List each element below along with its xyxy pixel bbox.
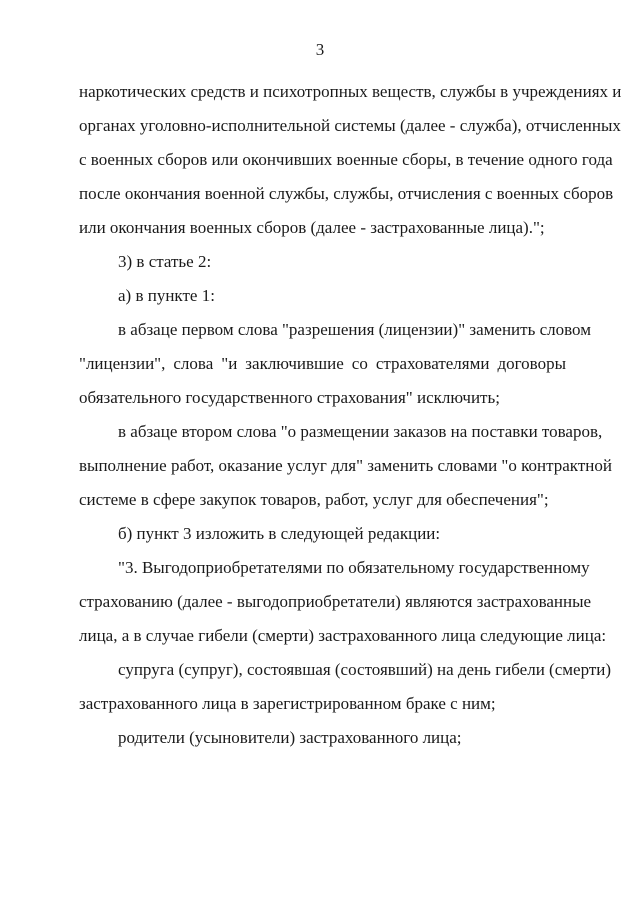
document-body: [79, 75, 622, 755]
text-line: наркотических средств и психотропных веществ, службы в учреждениях и: [79, 82, 622, 101]
paragraph-parents: родители (усыновители) застрахованного лица;: [118, 728, 462, 747]
text-line: "3. Выгодоприобретателями по обязательному государственному: [118, 558, 590, 577]
text-line: лица, а в случае гибели (смерти) застрахованного лица следующие лица:: [79, 626, 607, 645]
text-line: обязательного государственного страхования" исключить;: [79, 388, 500, 407]
text-line: после окончания военной службы, службы, отчисления с военных сборов: [79, 184, 614, 203]
text-line: с военных сборов или окончивших военные сборы, в течение одного года: [79, 150, 613, 169]
heading-clause-3: б) пункт 3 изложить в следующей редакции:: [118, 524, 441, 543]
heading-clause-1: а) в пункте 1:: [118, 286, 215, 305]
paragraph-beneficiaries: [79, 551, 607, 653]
text-line: или окончания военных сборов (далее - застрахованные лица).";: [79, 218, 545, 237]
page-number: 3: [315, 40, 325, 59]
paragraph-second-abzats: [79, 415, 612, 517]
text-line: "лицензии", слова "и заключившие со страхователями договоры: [79, 354, 566, 373]
text-line: системе в сфере закупок товаров, работ, услуг для обеспечения";: [79, 490, 549, 509]
text-line: супруга (супруг), состоявшая (состоявший) на день гибели (смерти): [118, 660, 612, 679]
paragraph-first-abzats: [79, 313, 591, 415]
text-line: выполнение работ, оказание услуг для" заменить словами "о контрактной: [79, 456, 612, 475]
paragraph-insured-persons-definition: [79, 75, 622, 245]
text-line: в абзаце первом слова "разрешения (лицензии)" заменить словом: [118, 320, 591, 339]
text-line: страхованию (далее - выгодоприобретатели) являются застрахованные: [79, 592, 592, 611]
text-line: в абзаце втором слова "о размещении заказов на поставки товаров,: [118, 422, 603, 441]
heading-article-2: 3) в статье 2:: [118, 252, 212, 271]
text-line: застрахованного лица в зарегистрированном браке с ним;: [79, 694, 496, 713]
text-line: органах уголовно-исполнительной системы (далее - служба), отчисленных: [79, 116, 621, 135]
paragraph-spouse: [79, 653, 612, 721]
